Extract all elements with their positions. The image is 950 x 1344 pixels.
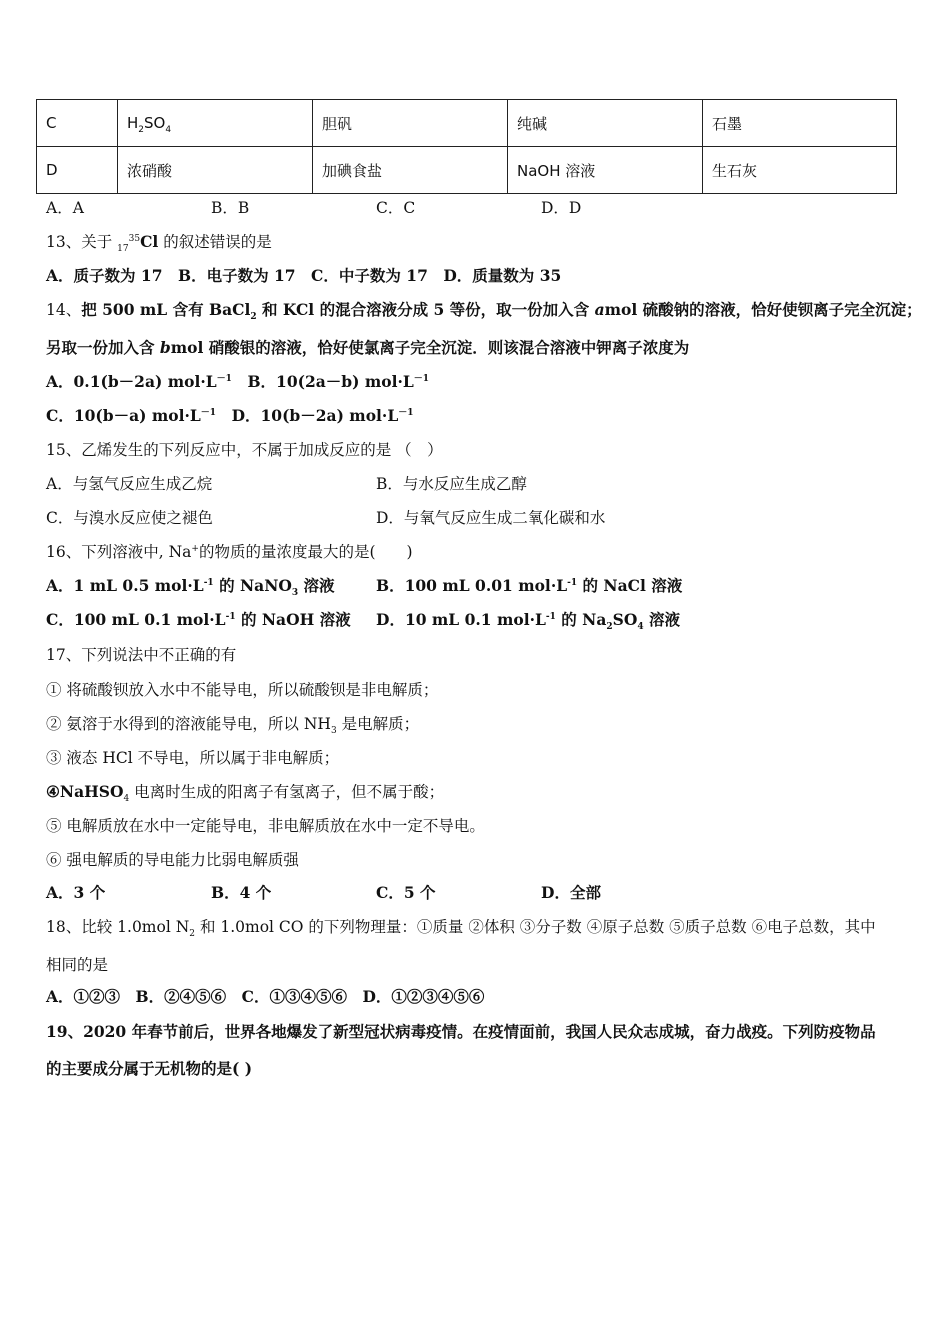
q17-option-b: B．4 个 — [211, 883, 272, 902]
q14-stem-line1: 14、把 500 mL 含有 BaCl$_2$ 和 KCl 的混合溶液分成 5 等份，取一份加入含 amol 硫酸钠的溶液，恰好使钡离子完全沉淀； — [46, 300, 922, 323]
q14-option-c: C．10(b－a) mol·L — [46, 406, 201, 425]
table-row — [37, 147, 897, 194]
q12-option-c: C．C — [376, 199, 416, 217]
q13-stem: 13、关于 $_{17}^{35}$Cl 的叙述错误的是 — [46, 232, 272, 255]
q16-option-a: A．1 mL 0.5 $mol\cdot L^{-1}$ 的 NaNO$_3$ 溶液 — [46, 576, 335, 599]
table-row — [37, 100, 897, 147]
q15-option-a: A．与氢气反应生成乙烷 — [46, 475, 213, 493]
q14-options-cd: C．10(b－a) $mol\cdot L^{-1}$ D．10(b－2a) $mol\cdot L^{-1}$ — [46, 406, 414, 425]
q14-option-b: B．10(2a－b) mol·L — [247, 372, 414, 391]
q17-stem: 17、下列说法中不正确的有 — [46, 646, 237, 664]
q16-stem: 16、下列溶液中, Na+的物质的量浓度最大的是( ) — [46, 543, 413, 561]
table-cell: NaOH 溶液 — [508, 147, 703, 194]
classification-table — [36, 99, 897, 194]
q17-statement-4: ④NaHSO$_4$ 电离时生成的阳离子有氢离子，但不属于酸； — [46, 782, 445, 805]
table-cell: C — [37, 100, 118, 147]
q15-option-d: D．与氧气反应生成二氧化碳和水 — [376, 509, 606, 527]
q17-statement-5: ⑤ 电解质放在水中一定能导电，非电解质放在水中一定不导电。 — [46, 817, 485, 835]
q19-stem-line1: 19、2020 年春节前后，世界各地爆发了新型冠状病毒疫情。在疫情面前，我国人民众志成城，奋力战疫。下列防疫物品 — [46, 1022, 876, 1041]
q17-statement-1: ① 将硫酸钡放入水中不能导电，所以硫酸钡是非电解质； — [46, 681, 439, 699]
q17-statement-2: ② 氨溶于水得到的溶液能导电，所以 $NH_3$ 是电解质； — [46, 715, 420, 737]
q12-option-a: A．A — [46, 199, 84, 217]
q14-stem-line2: 另取一份加入含 bmol 硝酸银的溶液，恰好使氯离子完全沉淀．则该混合溶液中钾离子浓度为 — [46, 338, 690, 357]
table-cell: 胆矾 — [313, 100, 508, 147]
q16-option-b: B．100 mL 0.01 $mol\cdot L^{-1}$ 的 NaCl 溶液 — [376, 576, 683, 595]
q14-options-ab: A．0.1(b－2a) $mol\cdot L^{-1}$ B．10(2a－b) $mol\cdot L^{-1}$ — [46, 372, 430, 391]
q16-option-c: C．100 mL 0.1 $mol\cdot L^{-1}$ 的 NaOH 溶液 — [46, 610, 351, 629]
q15-option-b: B．与水反应生成乙醇 — [376, 475, 527, 493]
q14-option-a: A．0.1(b－2a) mol·L — [46, 372, 217, 391]
table-cell: D — [37, 147, 118, 194]
table-cell: 浓硝酸 — [118, 147, 313, 194]
q18-options: A．①②③ B．②④⑤⑥ C．①③④⑤⑥ D．①②③④⑤⑥ — [46, 987, 485, 1006]
table-cell: 纯碱 — [508, 100, 703, 147]
q17-statement-6: ⑥ 强电解质的导电能力比弱电解质强 — [46, 851, 299, 869]
q19-stem-line2: 的主要成分属于无机物的是( ) — [46, 1059, 253, 1078]
q18-stem-line1: 18、比较 1.0mol $N_2$ 和 1.0mol CO 的下列物理量：①质量 ②体积 ③分子数 ④原子总数 ⑤质子总数 ⑥电子总数，其中 — [46, 918, 876, 940]
table-cell: $H_2SO_4$ — [118, 100, 313, 147]
table-cell: 加碘食盐 — [313, 147, 508, 194]
q18-stem-line2: 相同的是 — [46, 956, 109, 974]
q13-options: A．质子数为 17 B．电子数为 17 C．中子数为 17 D．质量数为 35 — [46, 266, 562, 285]
q17-option-c: C．5 个 — [376, 883, 436, 902]
q15-stem: 15、乙烯发生的下列反应中，不属于加成反应的是 （ ） — [46, 441, 443, 459]
q16-option-d: D．10 mL 0.1 $mol\cdot L^{-1}$ 的 $Na_2SO_4$ 溶液 — [376, 610, 681, 633]
q17-option-a: A．3 个 — [46, 883, 106, 902]
q12-option-d: D．D — [541, 199, 582, 217]
q14-option-d: D．10(b－2a) mol·L — [231, 406, 399, 425]
table-cell: 石墨 — [703, 100, 897, 147]
q15-option-c: C．与溴水反应使之褪色 — [46, 509, 213, 527]
q17-option-d: D．全部 — [541, 883, 601, 902]
table-cell: 生石灰 — [703, 147, 897, 194]
q17-statement-3: ③ 液态 HCl 不导电，所以属于非电解质； — [46, 749, 340, 767]
q12-option-b: B．B — [211, 199, 250, 217]
